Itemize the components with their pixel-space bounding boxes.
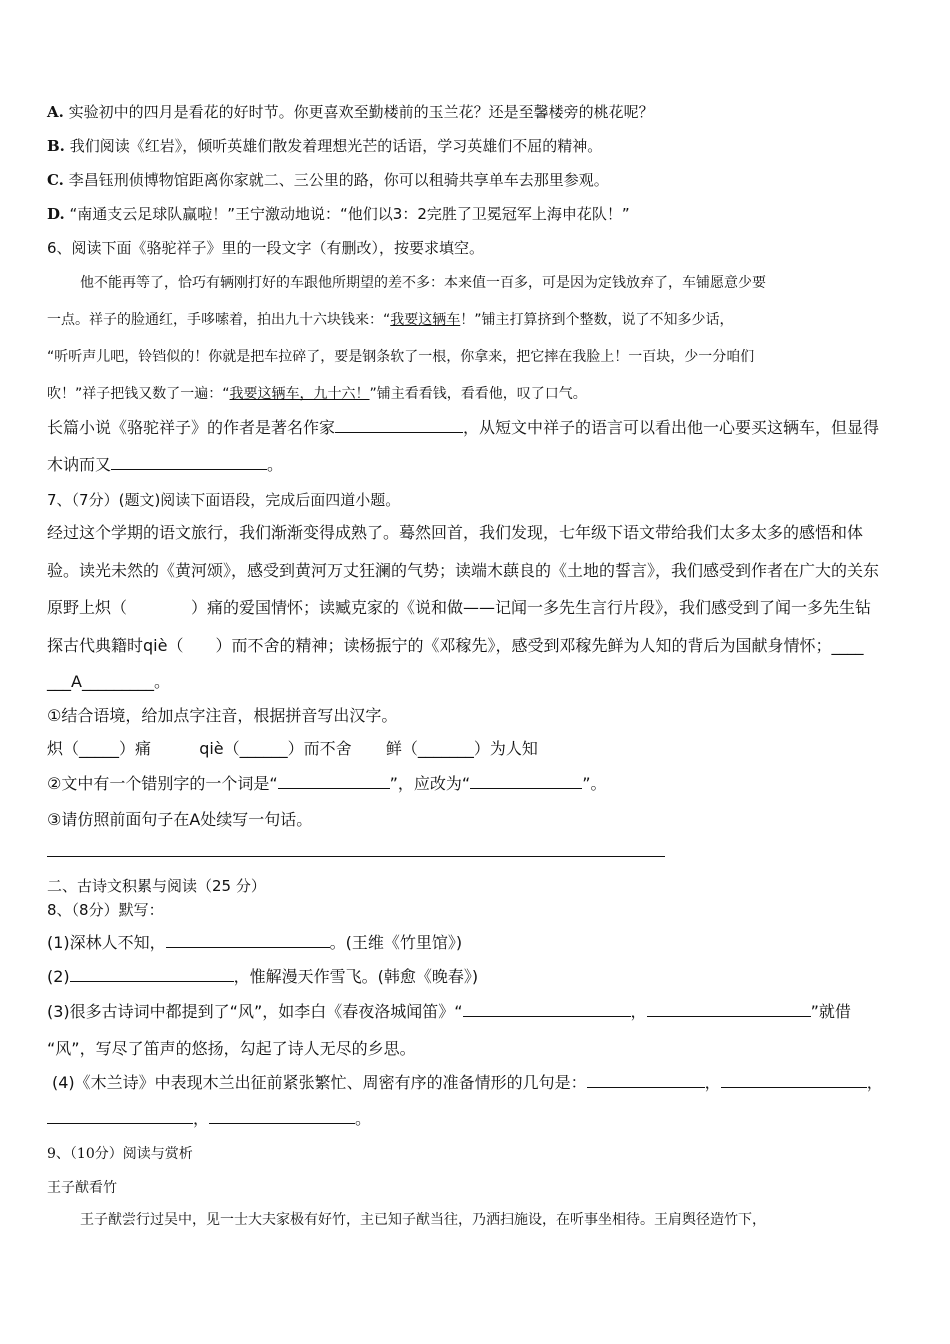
q9-passage-title: 王子猷看竹: [47, 1180, 117, 1196]
q7-heading: 7、（7分）(题文)阅读下面语段，完成后面四道小题。: [47, 491, 401, 509]
q6-passage-underline: 我要这辆车: [390, 312, 461, 328]
q8-text: ，: [193, 1109, 210, 1128]
q9-heading: 9、（10分）阅读与赏析: [47, 1146, 193, 1162]
q8-text: 。(王维《竹里馆》): [329, 933, 463, 952]
pinyin-blank-xian: 鲜（_______）为人知: [385, 739, 538, 758]
answer-blank[interactable]: [587, 1073, 705, 1088]
q6-question-text: 。: [267, 455, 284, 474]
answer-blank[interactable]: [70, 967, 234, 982]
answer-line[interactable]: [47, 856, 665, 857]
option-b-label: B.: [47, 137, 65, 155]
q6-passage-text: 一点。祥子的脸通红，手哆嗦着，拍出九十六块钱来：“: [47, 312, 391, 328]
q8-text: ，: [630, 1002, 647, 1021]
q6-passage-text: ”铺主看看钱，看看他，叹了口气。: [369, 386, 587, 402]
option-b: [47, 136, 602, 156]
q7-passage-line-1: 经过这个学期的语文旅行，我们渐渐变得成熟了。蓦然回首，我们发现，七年级下语文带给我们太多太多的感悟和体: [47, 523, 864, 542]
q6-passage-line-1: 他不能再等了，恰巧有辆刚打好的车跟他所期望的差不多：本来值一百多，可是因为定钱放弃了，车铺愿意少要: [80, 275, 766, 291]
answer-blank[interactable]: [111, 455, 267, 470]
q7-passage-line-4: 探古代典籍时qiè（ ）而不舍的精神；读杨振宁的《邓稼先》，感受到邓稼先鲜为人知的背后为国献身情怀；____: [47, 636, 864, 655]
q7-subquestion-1: ①结合语境，给加点字注音，根据拼音写出汉字。: [47, 706, 398, 725]
q8-text: ，: [866, 1073, 883, 1092]
pinyin-blank-chi: 炽（_____）痛: [47, 739, 152, 758]
answer-blank[interactable]: [335, 418, 463, 433]
answer-blank[interactable]: [278, 774, 390, 789]
q8-item-4-cont: [47, 1109, 371, 1129]
q7-subquestion-2: [47, 774, 607, 794]
q6-passage-text: ！”铺主打算挤到个整数，说了不知多少话，: [460, 312, 734, 328]
option-c-label: C.: [47, 171, 64, 189]
q6-question-text: 长篇小说《骆驼祥子》的作者是著名作家: [47, 418, 336, 437]
answer-blank[interactable]: [47, 1109, 193, 1124]
answer-blank[interactable]: [721, 1073, 867, 1088]
option-a-label: A.: [47, 103, 64, 121]
answer-blank[interactable]: [166, 933, 330, 948]
option-d: [47, 204, 630, 224]
q6-question-text: 木讷而又: [47, 455, 112, 474]
q9-passage-line-1: 王子猷尝行过吴中，见一士大夫家极有好竹，主已知子猷当往，乃洒扫施设，在听事坐相待。王肩舆径造竹下，: [80, 1212, 766, 1228]
q7-question-text: ”，应改为“: [389, 774, 471, 793]
q6-passage-line-4: [47, 384, 587, 404]
option-b-text: 我们阅读《红岩》，倾听英雄们散发着理想光芒的话语，学习英雄们不屈的精神。: [69, 137, 603, 155]
q8-text: (2): [47, 967, 70, 986]
q7-passage-line-3: 原野上炽（ ）痛的爱国情怀；读臧克家的《说和做——记闻一多先生言行片段》，我们感受到了闻一多先生钻: [47, 598, 872, 617]
q8-text: ”就借: [810, 1002, 851, 1021]
q6-passage-line-3: “听听声儿吧，铃铛似的！你就是把车拉碎了，要是钢条软了一根，你拿来，把它摔在我脸上！一百块，少一分咱们: [47, 349, 755, 365]
option-a: [47, 102, 654, 122]
option-d-text: “南通支云足球队赢啦！”王宁激动地说：“他们以3：2完胜了卫冕冠军上海申花队！”: [69, 205, 630, 223]
q6-question-line-1: [47, 418, 879, 438]
q6-question-text: ，从短文中祥子的语言可以看出他一心要买这辆车，但显得: [463, 418, 880, 437]
q8-text: ，: [704, 1073, 721, 1092]
q8-text: (4)《木兰诗》中表现木兰出征前紧张繁忙、周密有序的准备情形的几句是：: [52, 1073, 587, 1092]
option-c-text: 李昌钰刑侦博物馆距离你家就二、三公里的路，你可以租骑共享单车去那里参观。: [68, 171, 609, 189]
q8-text: ，惟解漫天作雪飞。(韩愈《晚春》): [233, 967, 479, 986]
option-a-text: 实验初中的四月是看花的好时节。你更喜欢至勤楼前的玉兰花？还是至馨楼旁的桃花呢？: [68, 103, 654, 121]
answer-blank[interactable]: [647, 1002, 811, 1017]
q8-item-4: [52, 1073, 883, 1093]
q6-heading: 6、阅读下面《骆驼祥子》里的一段文字（有删改），按要求填空。: [47, 239, 485, 257]
q7-subquestion-1-blanks: [47, 739, 538, 759]
q8-text: (1)深林人不知，: [47, 933, 166, 952]
q6-passage-text: 吹！”祥子把钱又数了一遍：“: [47, 386, 230, 402]
q8-item-3-cont: “风”，写尽了笛声的悠扬，勾起了诗人无尽的乡思。: [47, 1039, 416, 1058]
q8-text: (3)很多古诗词中都提到了“风”，如李白《春夜洛城闻笛》“: [47, 1002, 463, 1021]
q7-question-text: ”。: [582, 774, 607, 793]
answer-blank[interactable]: [470, 774, 582, 789]
answer-blank[interactable]: [463, 1002, 631, 1017]
q8-heading: 8、（8分）默写：: [47, 901, 164, 919]
option-d-label: D.: [47, 205, 65, 223]
option-c: [47, 170, 609, 190]
q8-item-3: [47, 1002, 851, 1022]
q8-text: 。: [355, 1109, 372, 1128]
q7-question-text: ②文中有一个错别字的一个词是“: [47, 774, 278, 793]
hanzi-blank-qie: qiè（______）而不舍: [199, 739, 352, 758]
q8-item-1: [47, 933, 462, 953]
q7-subquestion-3: ③请仿照前面句子在A处续写一句话。: [47, 810, 313, 829]
q6-passage-underline: 我要这辆车，九十六！: [229, 386, 370, 402]
answer-blank[interactable]: [209, 1109, 355, 1124]
q7-passage-line-2: 验。读光未然的《黄河颂》，感受到黄河万丈狂澜的气势；读端木蕻良的《土地的誓言》，我们感受到作者在广大的关东: [47, 561, 880, 580]
section-2-heading: 二、古诗文积累与阅读（25 分）: [47, 877, 266, 895]
q8-item-2: [47, 967, 478, 987]
q6-passage-line-2: [47, 310, 734, 330]
q7-passage-line-5: ___A_________。: [47, 672, 170, 691]
q6-question-line-2: [47, 455, 283, 475]
